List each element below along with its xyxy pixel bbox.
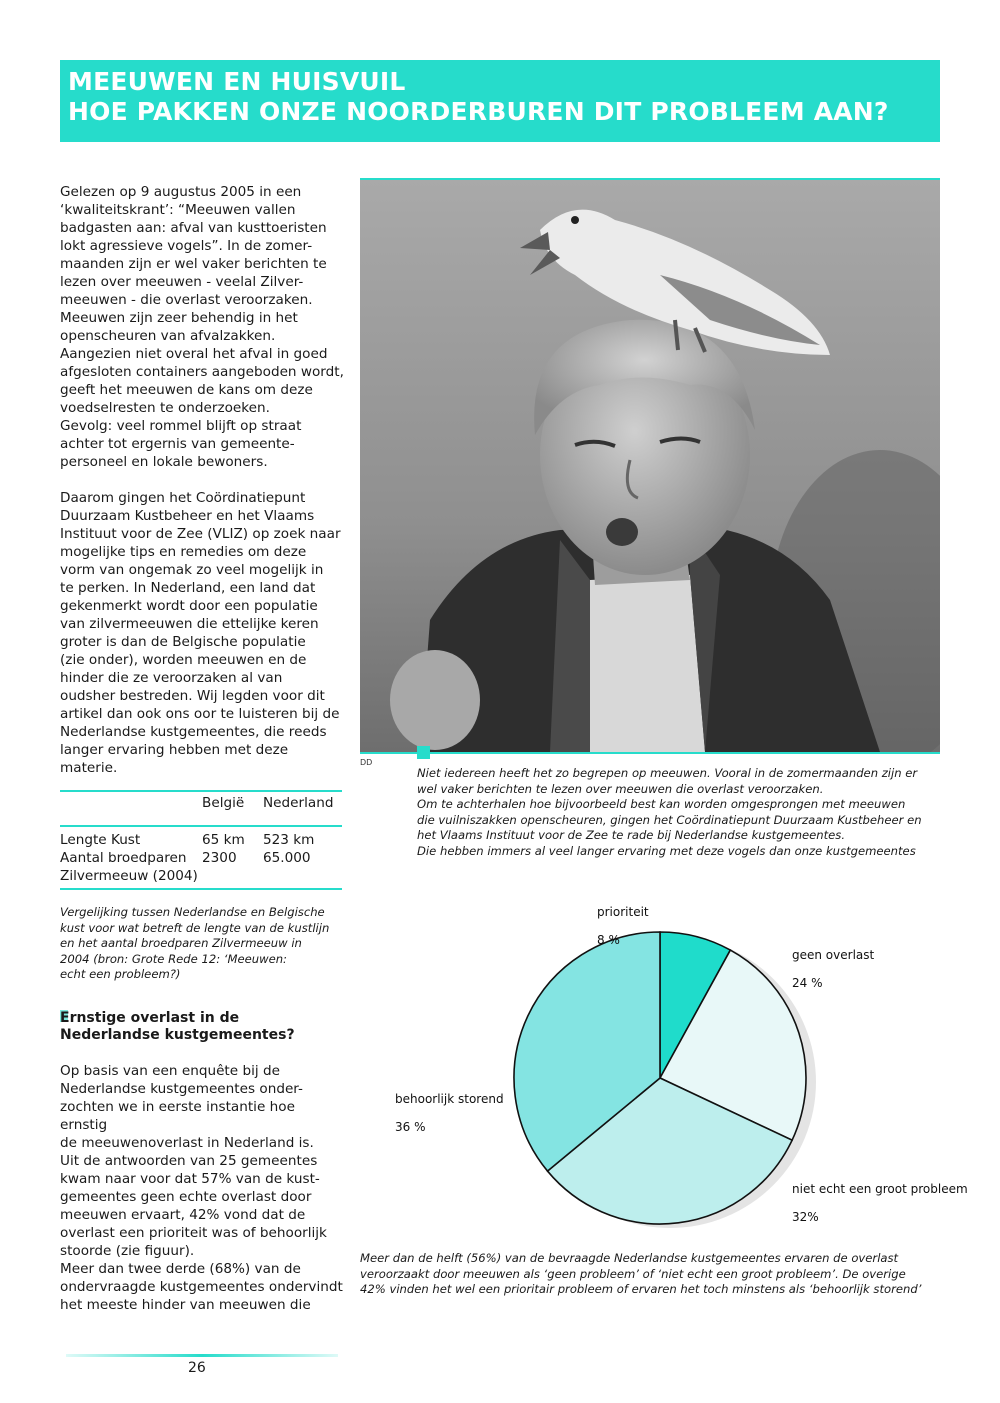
- table-header-nederland: Nederland: [263, 795, 334, 811]
- photo-boy-with-gull: [360, 180, 940, 752]
- section-paragraph: Op basis van een enquête bij de Nederlandse kustgemeentes onder- zochten we in eerste instantie hoe ernstig de meeuwenoverlast in Nederland is. Uit de antwoorden van 25 gemeentes kwam naar voor dat 57% van de kust- gemeentes geen echte overlast door meeuwen ervaart, 42% vond dat de overlast een prioriteit was of behoorlijk stoorde (zie figuur). Meer dan twee derde (68%) van de ondervraagde kustgemeentes ondervindt het meeste hinder van meeuwen die: [60, 1063, 343, 1313]
- table-rule-top: [60, 790, 342, 792]
- pie-label-behoorlijk-storend: [395, 1078, 504, 1134]
- section-heading: Ernstige overlast in de Nederlandse kustgemeentes?: [60, 1010, 295, 1043]
- table-rule-header: [60, 825, 342, 827]
- title-line-2: HOE PAKKEN ONZE NOORDERBUREN DIT PROBLEEM AAN?: [68, 97, 889, 126]
- photo-credit: DD: [360, 758, 373, 767]
- table-rule-bottom: [60, 888, 342, 890]
- page-number: 26: [188, 1360, 206, 1376]
- table-row-label: Lengte Kust: [60, 832, 141, 848]
- pie-label-text: behoorlijk storend: [395, 1092, 504, 1106]
- pie-label-value: 24 %: [792, 976, 823, 990]
- table-cell-nederland: 65.000: [263, 850, 311, 866]
- pie-label-value: 8 %: [597, 933, 620, 947]
- pie-chart-svg: [500, 920, 840, 1240]
- pie-chart: [500, 920, 840, 1240]
- caption-marker: [417, 746, 430, 759]
- photo-bottom-rule: [360, 752, 940, 754]
- intro-paragraph-1: Gelezen op 9 augustus 2005 in een ‘kwaliteitskrant’: “Meeuwen vallen badgasten aan: afval van kusttoeristen lokt agressieve vogels”. In de zomer- maanden zijn er wel vaker berichten te lezen over meeuwen - veelal Zilver- meeuwen - die overlast veroorzaken. Meeuwen zijn zeer behendig in het openscheuren van afvalzakken. Aangezien niet overal het afval in goed afgesloten containers aangeboden wordt, geeft het meeuwen de kans om deze voedselresten te onderzoeken. Gevolg: veel rommel blijft op straat achter tot ergernis van gemeente- personeel en lokale bewoners.: [60, 184, 344, 470]
- photo-caption: Niet iedereen heeft het zo begrepen op meeuwen. Vooral in de zomermaanden zijn er wel vaker berichten te lezen over meeuwen die overlast veroorzaken. Om te achterhalen hoe bijvoorbeeld best kan worden omgesprongen met meeuwen die vuilniszakken openscheuren, gingen het Coördinatiepunt Duurzaam Kustbeheer en het Vlaams Instituut voor de Zee te rade bij Nederlandse kustgemeentes. Die hebben immers al veel langer ervaring met deze vogels dan onze kustgemeentes: [417, 766, 922, 858]
- table-header-belgie: België: [202, 795, 245, 811]
- pie-label-niet-echt: [792, 1168, 968, 1224]
- article-header-banner: [60, 60, 940, 142]
- title-line-1: MEEUWEN EN HUISVUIL: [68, 67, 406, 96]
- pie-label-text: geen overlast: [792, 948, 875, 962]
- table-caption: Vergelijking tussen Nederlandse en Belgische kust voor wat betreft de lengte van de kustlijn en het aantal broedparen Zilvermeeuw in 2004 (bron: Grote Rede 12: ‘Meeuwen: echt een probleem?): [60, 905, 330, 982]
- table-row-label: Aantal broedparen Zilvermeeuw (2004): [60, 850, 198, 884]
- table-cell-belgie: 2300: [202, 850, 237, 866]
- chart-caption: Meer dan de helft (56%) van de bevraagde Nederlandse kustgemeentes ervaren de overlast veroorzaakt door meeuwen als ‘geen probleem’ of ‘niet echt een groot probleem’. De overige 42% vinden het wel een prioritair probleem of ervaren het toch minstens als ‘behoorlijk storend’: [360, 1251, 922, 1297]
- intro-paragraph-2: Daarom gingen het Coördinatiepunt Duurzaam Kustbeheer en het Vlaams Instituut voor de Zee (VLIZ) op zoek naar mogelijke tips en remedies om deze vorm van ongemak zo veel mogelijk in te perken. In Nederland, een land dat gekenmerkt wordt door een populatie van zilvermeeuwen die ettelijke keren groter is dan de Belgische populatie (zie onder), worden meeuwen en de hinder die ze veroorzaken al van oudsher bestreden. Wij legden voor dit artikel dan ook ons oor te luisteren bij de Nederlandse kustgemeentes, die reeds langer ervaring hebben met deze materie.: [60, 490, 341, 776]
- pie-label-geen-overlast: [792, 934, 874, 990]
- footer-rule: [66, 1354, 338, 1357]
- pie-label-prioriteit: [597, 891, 649, 947]
- pie-label-value: 36 %: [395, 1120, 426, 1134]
- pie-label-text: niet echt een groot probleem: [792, 1182, 968, 1196]
- pie-label-text: prioriteit: [597, 905, 649, 919]
- table-cell-nederland: 523 km: [263, 832, 315, 848]
- table-cell-belgie: 65 km: [202, 832, 245, 848]
- pie-label-value: 32%: [792, 1210, 819, 1224]
